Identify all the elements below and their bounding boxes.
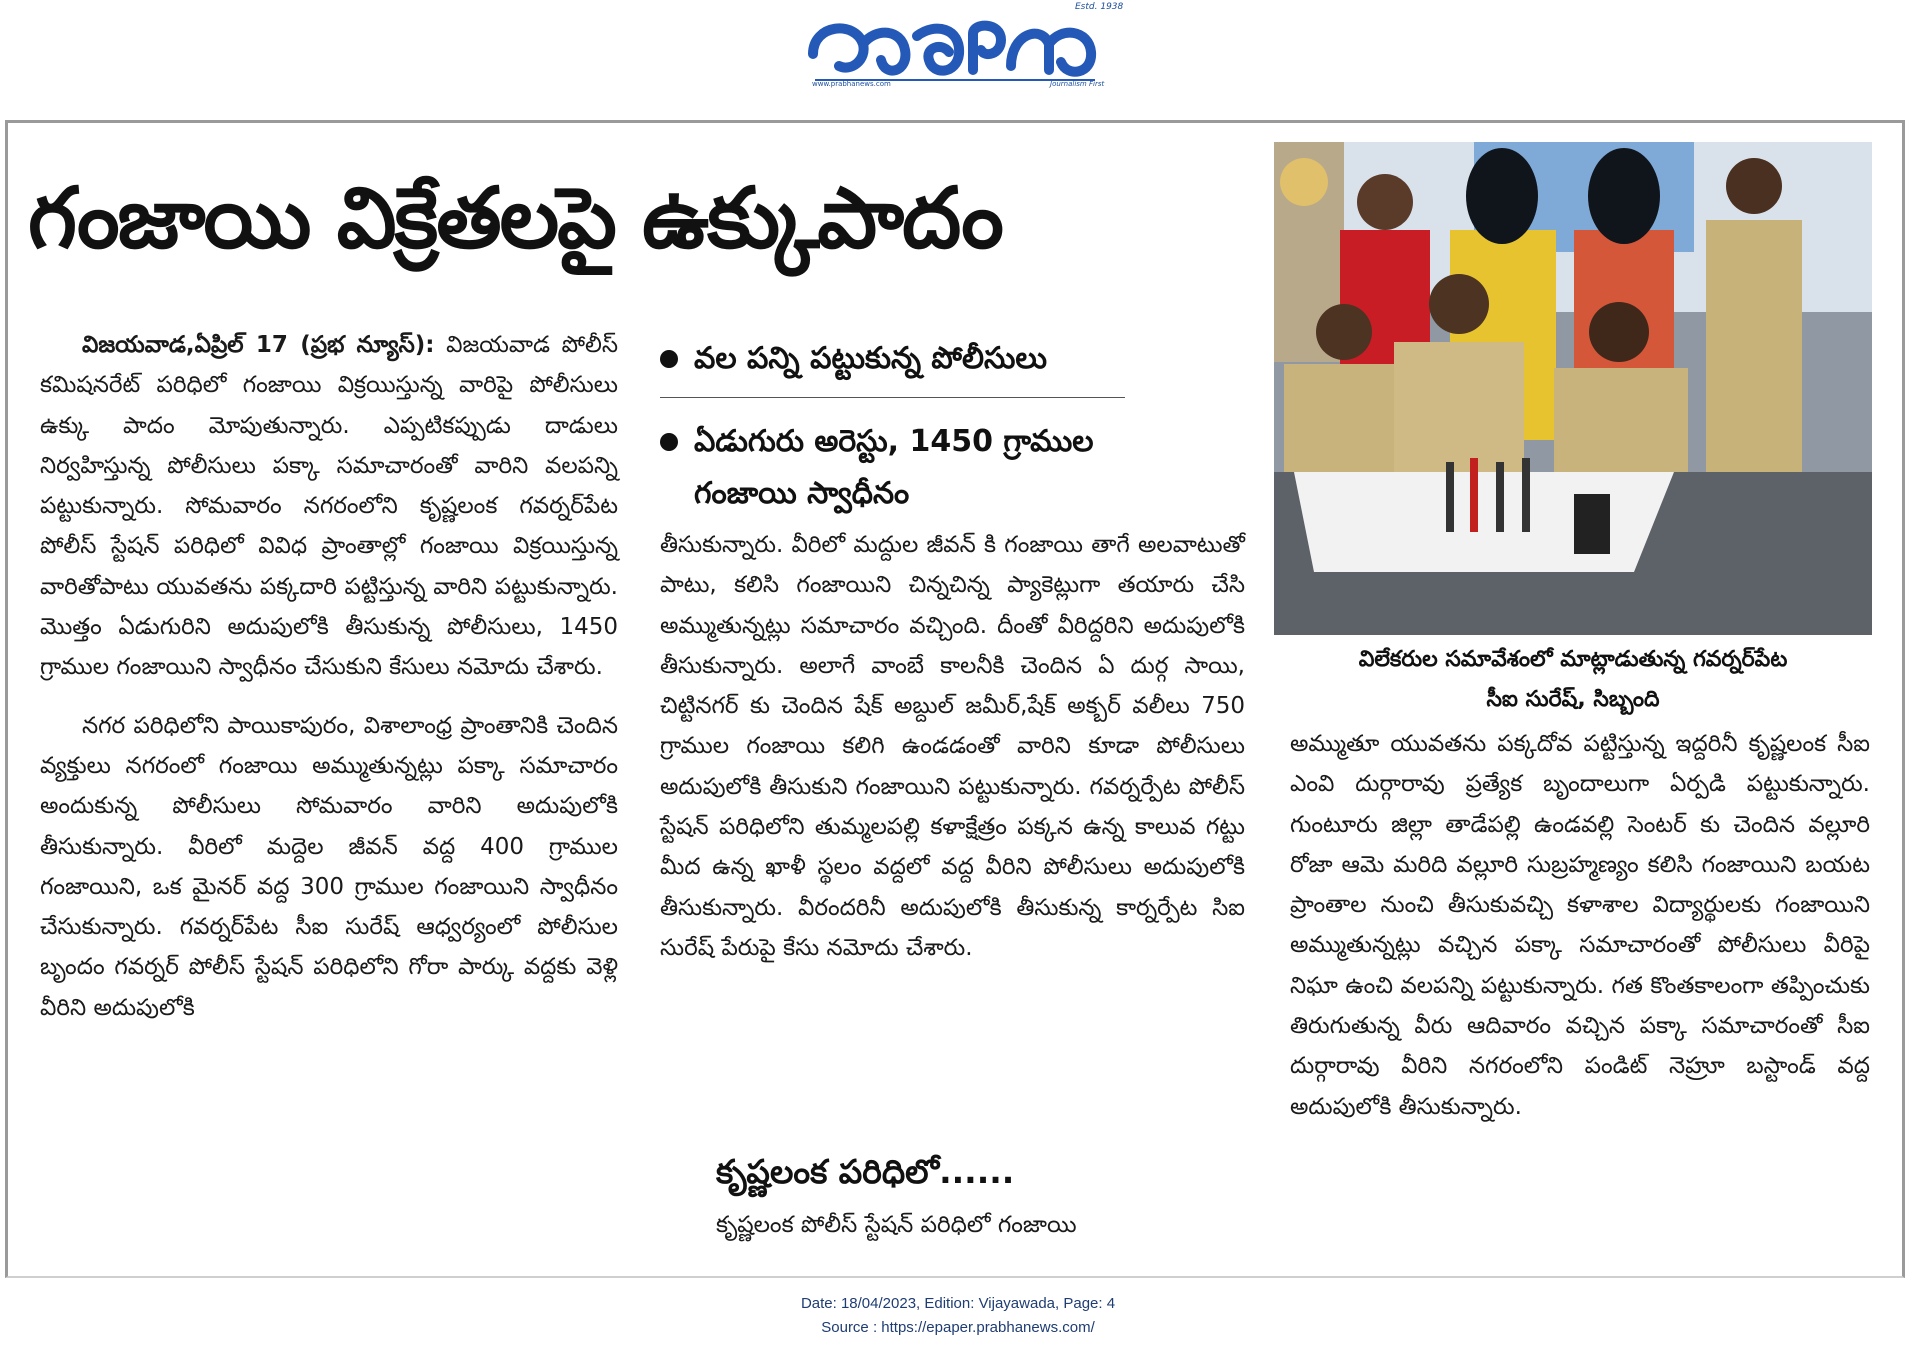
highlight-text: వల పన్ని పట్టుకున్న పోలీసులు [694,341,1048,376]
dateline: విజయవాడ,ఏప్రిల్ 17 (ప్రభ న్యూస్): [82,332,435,358]
logo-tagline: Journalism First [1050,80,1105,88]
highlight-item [660,416,1130,520]
paragraph-text: విజయవాడ పోలీస్ కమిషనరేట్ పరిధిలో గంజాయి విక్రయిస్తున్న వారిపై పోలీసులు ఉక్కు పాదం మోపుతున్నారు. ఎప్పటికప్పుడు దాడులు నిర్వహిస్తున్న పోలీసులు పక్కా సమాచారంతో వారిని వలపన్ని పట్టుకున్నారు. సోమవారం నగరంలోని కృష్ణలంక గవర్నర్‌పేట పోలీస్ స్టేషన్ పరిధిలో వివిధ ప్రాంతాల్లో గంజాయి విక్రయిస్తున్న వారితోపాటు యువతను పక్కదారి పట్టిస్తున్న వారిని పట్టుకున్నారు. మొత్తం ఏడుగురిని అదుపులోకి తీసుకున్న పోలీసులు, 1450 గ్రాముల గంజాయిని స్వాధీనం చేసుకుని కేసులు నమోదు చేశారు. [40,332,618,681]
photo-caption [1274,640,1872,720]
article-column-1 [40,325,618,1028]
caption-line: సీఐ సురేష్, సిబ్బంది [1486,687,1660,712]
press-meet-photo [1274,142,1872,635]
bullet-icon [660,350,678,368]
article-headline: గంజాయి విక్రేతలపై ఉక్కుపాదం [28,169,1002,267]
paragraph: కృష్ణలంక పోలీస్ స్టేషన్ పరిధిలో గంజాయి [716,1212,1077,1238]
logo-estd: Estd. 1938 [1075,2,1124,12]
highlight-text: ఏడుగురు అరెస్టు, 1450 గ్రాముల గంజాయి స్వాధీనం [694,424,1094,511]
footer [0,1292,1916,1340]
paragraph: తీసుకున్నారు. వీరిలో మద్దుల జీవన్ కి గంజాయి తాగే అలవాటుతో పాటు, కలిసి గంజాయిని చిన్నచిన్న ప్యాకెట్లుగా తయారు చేసి అమ్ముతున్నట్లు సమాచారం వచ్చింది. దీంతో వీరిద్దరిని అదుపులోకి తీసుకున్నారు. అలాగే వాంబే కాలనీకి చెందిన ఏ దుర్గ సాయి, చిట్టినగర్ కు చెందిన షేక్ అబ్దుల్ జమీర్,షేక్ అక్బర్ వలీలు 750 గ్రాముల గంజాయి కలిగి ఉండడంతో వారిని కూడా పోలీసులు అదుపులోకి తీసుకుని గంజాయిని పట్టుకున్నారు. గవర్నర్పేట పోలీస్ స్టేషన్ పరిధిలోని తుమ్మలపల్లి కళాక్షేత్రం పక్కన ఉన్న కాలువ గట్టు మీద ఉన్న ఖాళీ స్థలం వద్దలో వద్ద వీరిని పోలీసులు అదుపులోకి తీసుకున్నారు. వీరందరినీ అదుపులోకి తీసుకున్న కార్నర్పేట సిఐ సురేష్ పేరుపై కేసు నమోదు చేశారు. [660,532,1245,961]
logo-url[interactable]: www.prabhanews.com [812,80,891,88]
paragraph [40,325,618,688]
highlights-box [660,333,1130,520]
article-column-3 [1290,724,1870,1127]
caption-line: విలేకరుల సమావేశంలో మాట్లాడుతున్న గవర్నర్‌పేట [1358,647,1788,672]
divider [660,397,1125,398]
section-subhead: కృష్ణలంక పరిధిలో...... [716,1152,1015,1191]
article-column-2 [660,525,1245,968]
article-column-2-tail [716,1205,1246,1245]
paragraph: నగర పరిధిలోని పాయికాపురం, విశాలాంధ్ర ప్రాంతానికి చెందిన వ్యక్తులు నగరంలో గంజాయి అమ్ముతున్నట్లు పక్కా సమాచారం అందుకున్న పోలీసులు సోమవారం వారిని అదుపులోకి తీసుకున్నారు. వీరిలో మద్దెల జీవన్ వద్ద 400 గ్రాముల గంజాయిని, ఒక మైనర్ వద్ద 300 గ్రాముల గంజాయిని స్వాధీనం చేసుకున్నారు. గవర్నర్‌పేట సీఐ సురేష్ ఆధ్వర్యంలో పోలీసుల బృందం గవర్నర్ పోలీస్ స్టేషన్ పరిధిలోని గోరా పార్కు వద్దకు వెళ్లి వీరిని అదుపులోకి [40,712,618,1021]
paragraph: అమ్ముతూ యువతను పక్కదోవ పట్టిస్తున్న ఇద్దరినీ కృష్ణలంక సీఐ ఎంవి దుర్గారావు ప్రత్యేక బృందాలుగా ఏర్పడి పట్టుకున్నారు. గుంటూరు జిల్లా తాడేపల్లి ఉండవల్లి సెంటర్ కు చెందిన వల్లూరి రోజా ఆమె మరిది వల్లూరి సుబ్రహ్మణ్యం కలిసి గంజాయిని బయట ప్రాంతాల నుంచి తీసుకువచ్చి కళాశాల విద్యార్థులకు గంజాయిని అమ్ముతున్నట్లు వచ్చిన పక్కా సమాచారంతో పోలీసులు వీరిపై నిఘా ఉంచి వలపన్ని పట్టుకున్నారు. గత కొంతకాలంగా తప్పించుకు తిరుగుతున్న వీరు ఆదివారం వచ్చిన పక్కా సమాచారంతో సీఐ దుర్గారావు వీరిని నగరంలోని పండిట్ నెహ్రూ బస్టాండ్ వద్ద అదుపులోకి తీసుకున్నారు. [1290,731,1870,1120]
bullet-icon [660,433,678,451]
footer-source-link[interactable]: Source : https://epaper.prabhanews.com/ [821,1319,1095,1336]
news-photo [1274,142,1872,635]
highlight-item [660,333,1130,385]
masthead [0,0,1916,118]
footer-date-edition: Date: 18/04/2023, Edition: Vijayawada, Page: 4 [800,1295,1116,1312]
